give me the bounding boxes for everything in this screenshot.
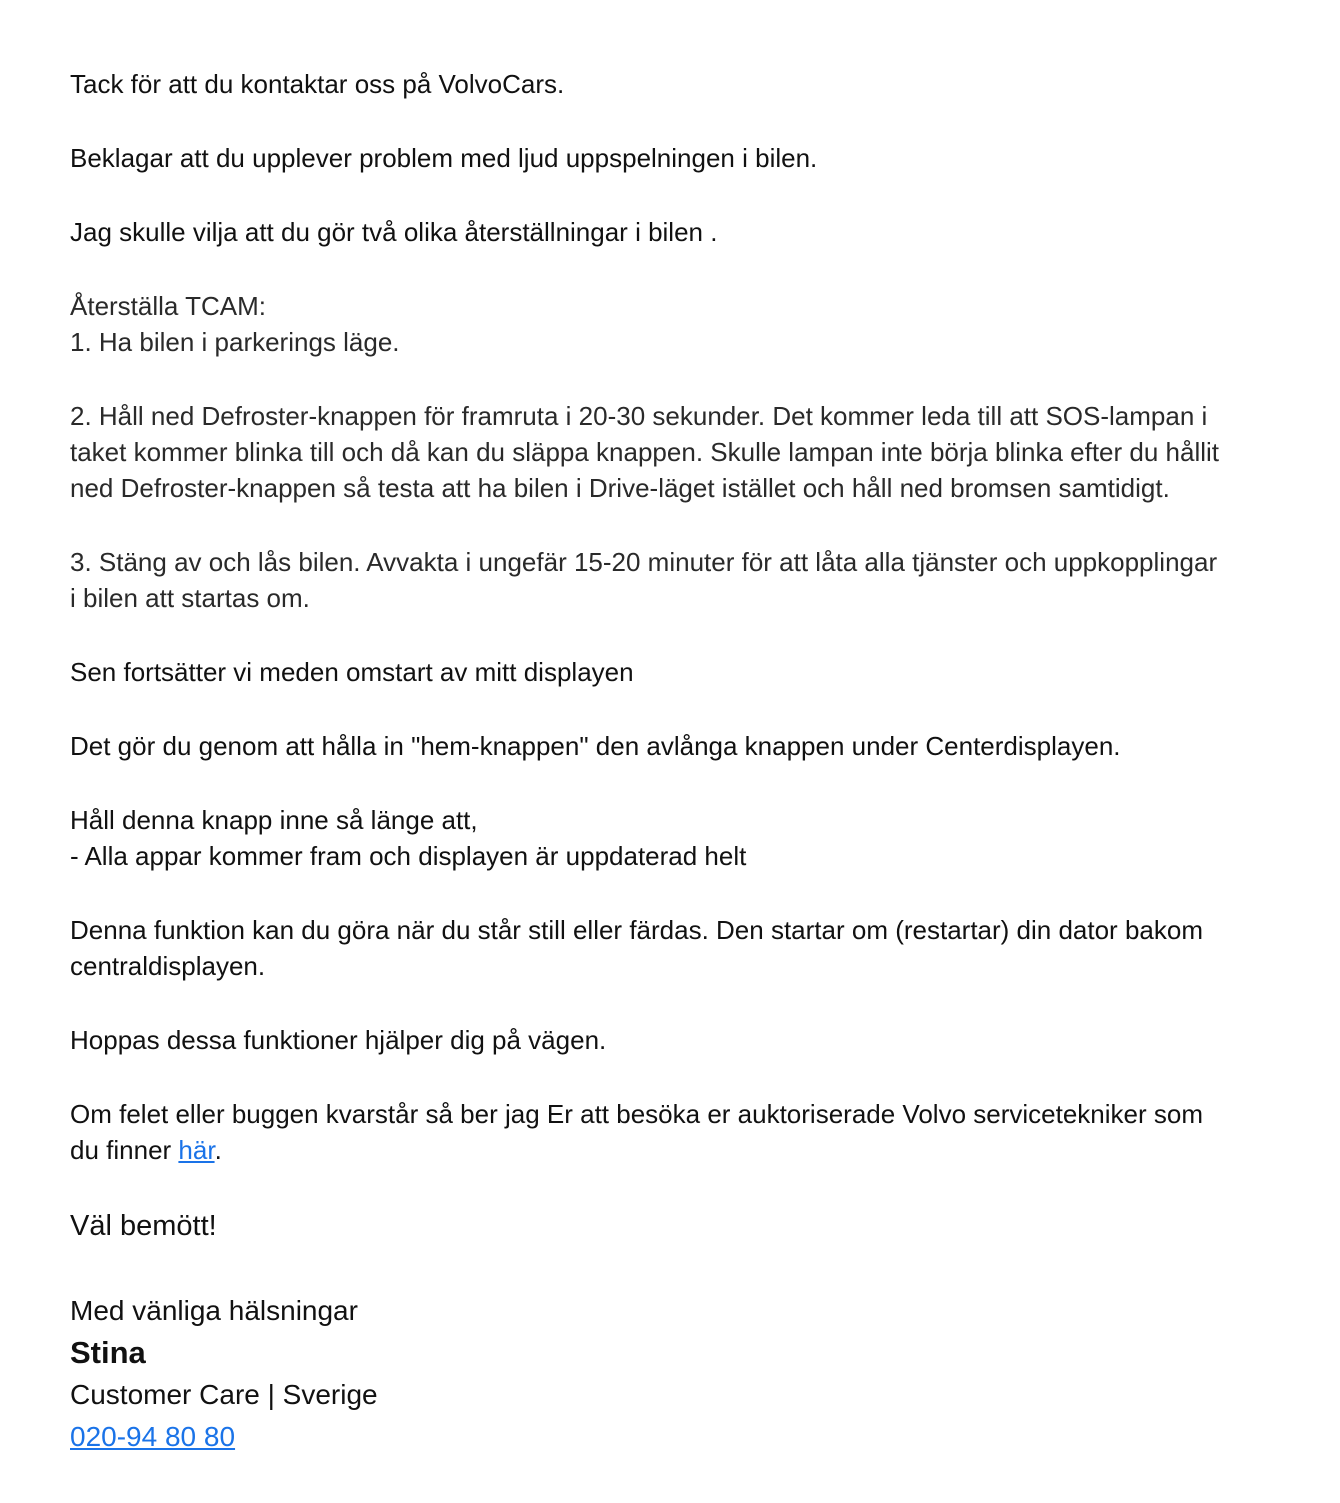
- message-reset-request: Jag skulle vilja att du gör två olika återställningar i bilen .: [70, 217, 718, 247]
- signature-name: Stina: [70, 1335, 146, 1370]
- signature-closing: Med vänliga hälsningar: [70, 1295, 358, 1326]
- message-hold-button: Håll denna knapp inne så länge att,: [70, 805, 478, 835]
- phone-link[interactable]: 020-94 80 80: [70, 1421, 236, 1452]
- greeting: Väl bemött!: [70, 1210, 217, 1242]
- message-display-restart: Sen fortsätter vi meden omstart av mitt displayen: [70, 657, 634, 687]
- tcam-step-2: 2. Håll ned Defroster-knappen för framruta i 20-30 sekunder. Det kommer leda till att SOS-lampan i taket kommer blinka till och då kan du släppa knappen. Skulle lampan inte börja blinka efter du hållit ned Defroster-knappen så testa att ha bilen i Drive-läget istället och håll ned bromsen samtidigt.: [70, 401, 1220, 503]
- message-apology: Beklagar att du upplever problem med ljud uppspelningen i bilen.: [70, 143, 818, 173]
- signature: [70, 1290, 1230, 1458]
- visit-text-end: .: [214, 1135, 222, 1165]
- email-body: [70, 66, 1230, 1458]
- tcam-step-1: 1. Ha bilen i parkerings läge.: [70, 327, 400, 357]
- service-link[interactable]: här: [178, 1135, 215, 1165]
- message-hold-detail: - Alla appar kommer fram och displayen är uppdaterad helt: [70, 841, 747, 871]
- message-home-button: Det gör du genom att hålla in "hem-knappen" den avlånga knappen under Centerdisplayen.: [70, 731, 1121, 761]
- message-function-info: Denna funktion kan du göra när du står still eller färdas. Den startar om (restartar) din dator bakom centraldisplayen.: [70, 915, 1203, 981]
- message-visit-service: [70, 1096, 1230, 1168]
- signature-department: Customer Care | Sverige: [70, 1379, 378, 1410]
- message-intro: Tack för att du kontaktar oss på VolvoCars.: [70, 69, 565, 99]
- tcam-step-3: 3. Stäng av och lås bilen. Avvakta i ungefär 15-20 minuter för att låta alla tjänster och uppkopplingar i bilen att startas om.: [70, 547, 1218, 613]
- visit-text: Om felet eller buggen kvarstår så ber jag Er att besöka er auktoriserade Volvo servicetekniker som du finner: [70, 1099, 1203, 1165]
- message-hope: Hoppas dessa funktioner hjälper dig på vägen.: [70, 1025, 607, 1055]
- tcam-heading: Återställa TCAM:: [70, 291, 267, 321]
